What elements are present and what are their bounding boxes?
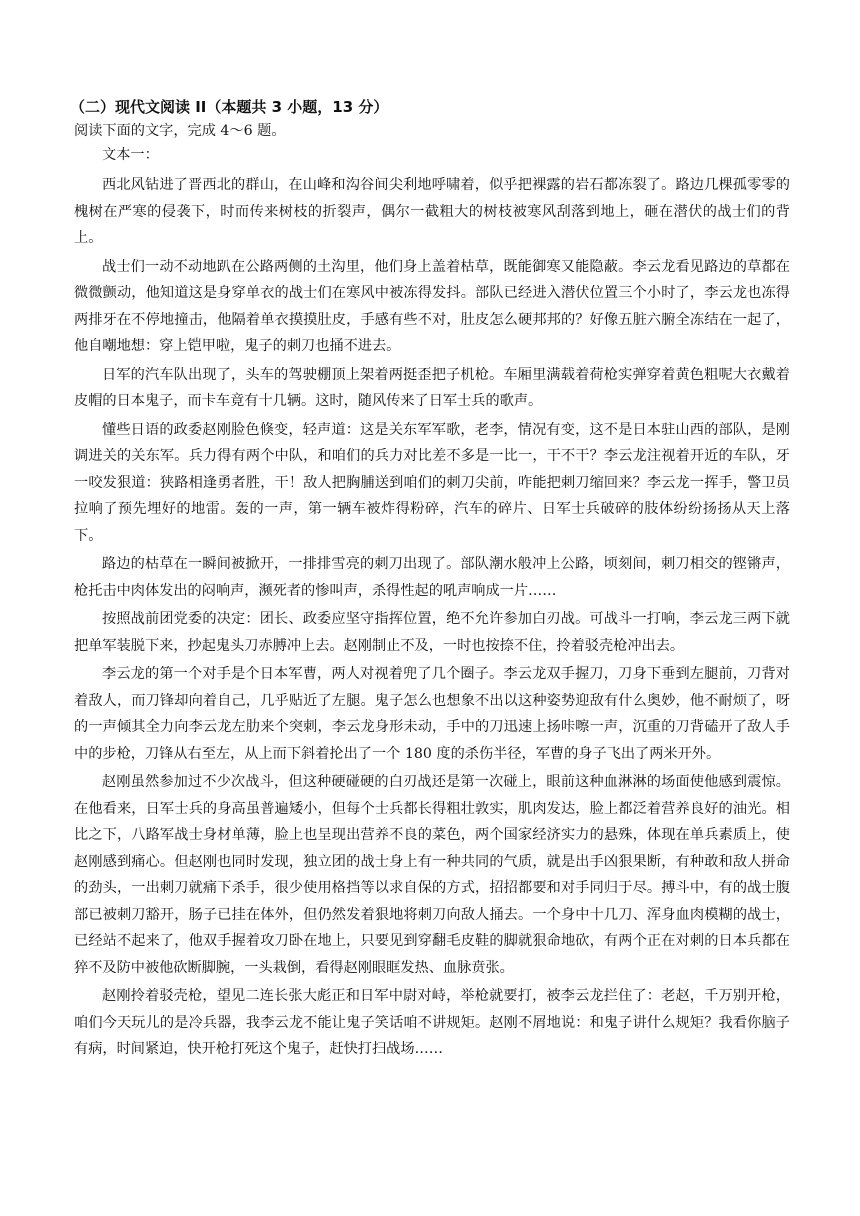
instruction-text: 阅读下面的文字，完成 4～6 题。 bbox=[74, 123, 286, 139]
section-heading: （二）现代文阅读 II（本题共 3 小题，13 分） bbox=[70, 98, 389, 116]
document-page bbox=[70, 96, 790, 1065]
paragraph: 赵刚虽然参加过不少次战斗，但这种硬碰硬的白刃战还是第一次碰上，眼前这种血淋淋的场面使他感到震惊。在他看来，日军士兵的身高虽普遍矮小，但每个士兵都长得粗壮敦实，肌肉发达，脸上都泛着营养良好的油光。相比之下，八路军战士身材单薄，脸上也呈现出营养不良的菜色，两个国家经济实力的悬殊，体现在单兵素质上，使赵刚感到痛心。但赵刚也同时发现，独立团的战士身上有一种共同的气质，就是出手凶狠果断，有种敢和敌人拼命的劲头，一出刺刀就痛下杀手，很少使用格挡等以求自保的方式，招招都要和对手同归于尽。搏斗中，有的战士腹部已被刺刀豁开，肠子已挂在体外，但仍然发着狠地将刺刀向敌人捅去。一个身中十几刀、浑身血肉模糊的战士，已经站不起来了，他双手握着攻刀卧在地上，只要见到穿翻毛皮鞋的脚就狠命地砍，有两个正在对刺的日本兵都在猝不及防中被他砍断脚腕，一头栽倒，看得赵刚眼眶发热、血脉贲张。 bbox=[74, 774, 790, 976]
paragraph: 西北风钻进了晋西北的群山，在山峰和沟谷间尖利地呼啸着，似乎把裸露的岩石都冻裂了。路边几棵孤零零的槐树在严寒的侵袭下，时而传来树枝的折裂声，偶尔一截粗大的树枝被寒风刮落到地上，砸在潜伏的战士们的背上。 bbox=[74, 177, 790, 246]
paragraph: 按照战前团党委的决定：团长、政委应坚守指挥位置，绝不允许参加白刃战。可战斗一打响，李云龙三两下就把单军装脱下来，抄起鬼头刀赤膊冲上去。赵刚制止不及，一时也按捺不住，拎着驳壳枪冲出去。 bbox=[74, 611, 790, 654]
paragraph: 赵刚拎着驳壳枪，望见二连长张大彪正和日军中尉对峙，举枪就要打，被李云龙拦住了：老赵，千万别开枪，咱们今天玩儿的是冷兵器，我李云龙不能让鬼子笑话咱不讲规矩。赵刚不屑地说：和鬼子讲什么规矩？我看你脑子有病，时间紧迫，快开枪打死这个鬼子，赶快打扫战场…… bbox=[74, 988, 790, 1057]
paragraph: 战士们一动不动地趴在公路两侧的土沟里，他们身上盖着枯草，既能御寒又能隐蔽。李云龙看见路边的草都在微微颤动，他知道这是身穿单衣的战士们在寒风中被冻得发抖。部队已经进入潜伏位置三个小时了，李云龙也冻得两排牙在不停地撞击，他隔着单衣摸摸肚皮，手感有些不对，肚皮怎么硬邦邦的？好像五脏六腑全冻结在一起了，他自嘲地想：穿上铠甲啦，鬼子的刺刀也捅不进去。 bbox=[74, 258, 790, 354]
paragraph: 懂些日语的政委赵刚脸色倏变，轻声道：这是关东军军歌，老李，情况有变，这不是日本驻山西的部队，是刚调进关的关东军。兵力得有两个中队，和咱们的兵力对比差不多是一比一，干不干？李云龙注视着开近的车队，牙一咬发狠道：狭路相逢勇者胜，干！敌人把胸脯送到咱们的刺刀尖前，咋能把刺刀缩回来？李云龙一挥手，警卫员拉响了预先埋好的地雷。轰的一声，第一辆车被炸得粉碎，汽车的碎片、日军士兵破碎的肢体纷纷扬扬从天上落下。 bbox=[74, 421, 790, 544]
paragraph: 李云龙的第一个对手是个日本军曹，两人对视着兜了几个圈子。李云龙双手握刀，刀身下垂到左腿前，刀背对着敌人，而刀锋却向着自己，几乎贴近了左腿。鬼子怎么也想象不出以这种姿势迎敌有什么奥妙，他不耐烦了，呀的一声倾其全力向李云龙左肋来个突刺，李云龙身形未动，手中的刀迅速上扬咔嚓一声，沉重的刀背磕开了敌人手中的步枪，刀锋从右至左，从上而下斜着抡出了一个 180 度的杀伤半径，军曹的身子飞出了两米开外。 bbox=[74, 666, 790, 762]
text-label: 文本一： bbox=[102, 147, 159, 163]
paragraph: 路边的枯草在一瞬间被掀开，一排排雪亮的刺刀出现了。部队潮水般冲上公路，顷刻间，刺刀相交的铿锵声，枪托击中肉体发出的闷响声，濒死者的惨叫声，杀得性起的吼声响成一片…… bbox=[74, 556, 790, 599]
paragraph: 日军的汽车队出现了，头车的驾驶棚顶上架着两挺歪把子机枪。车厢里满载着荷枪实弹穿着黄色粗呢大衣戴着皮帽的日本鬼子，而卡车竟有十几辆。这时，随风传来了日军士兵的歌声。 bbox=[74, 366, 790, 409]
